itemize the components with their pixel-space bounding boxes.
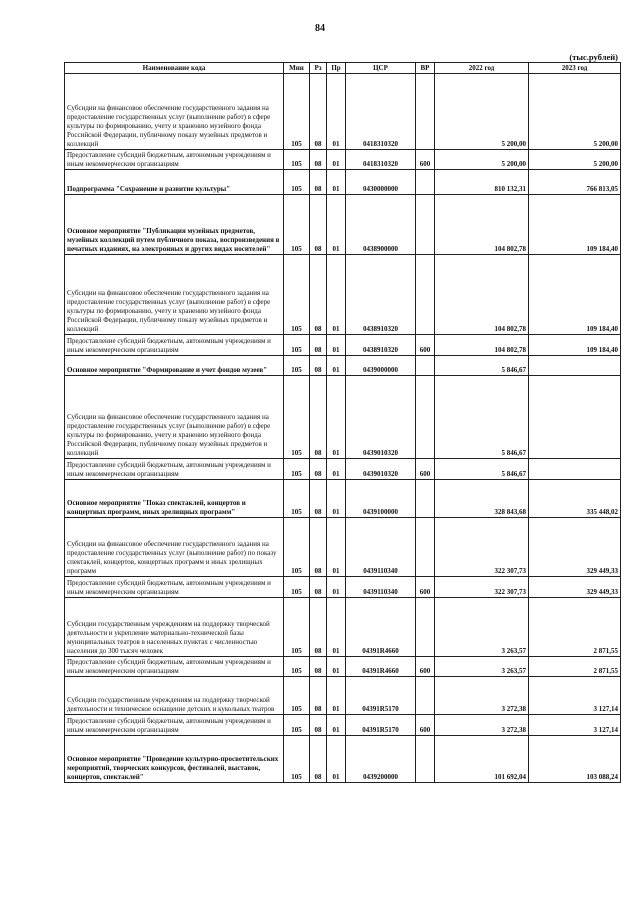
cell-vr: 600 xyxy=(416,335,435,356)
cell-2022: 101 692,04 xyxy=(435,736,529,783)
table-row xyxy=(65,335,621,356)
table-row xyxy=(65,715,621,736)
cell-min: 105 xyxy=(284,150,310,170)
table-row xyxy=(65,657,621,677)
cell-csr: 0439100000 xyxy=(346,480,416,518)
cell-rz: 08 xyxy=(310,356,327,376)
cell-csr: 0439200000 xyxy=(346,736,416,783)
cell-pr: 01 xyxy=(327,150,346,170)
table-row xyxy=(65,459,621,480)
table-row xyxy=(65,518,621,577)
cell-2023: 5 200,00 xyxy=(529,150,621,170)
cell-rz: 08 xyxy=(310,598,327,657)
units-label: (тыс.рублей) xyxy=(569,52,618,62)
cell-2023: 5 200,00 xyxy=(529,74,621,150)
cell-min: 105 xyxy=(284,459,310,480)
cell-min: 105 xyxy=(284,74,310,150)
cell-min: 105 xyxy=(284,170,310,195)
cell-pr: 01 xyxy=(327,657,346,677)
cell-vr: 600 xyxy=(416,150,435,170)
cell-min: 105 xyxy=(284,657,310,677)
cell-vr xyxy=(416,195,435,255)
cell-vr: 600 xyxy=(416,577,435,598)
cell-pr: 01 xyxy=(327,255,346,335)
cell-2023 xyxy=(529,459,621,480)
cell-csr: 0418310320 xyxy=(346,74,416,150)
table-row xyxy=(65,150,621,170)
cell-2022: 322 307,73 xyxy=(435,577,529,598)
cell-vr xyxy=(416,480,435,518)
cell-name: Подпрограмма "Сохранение и развитие культуры" xyxy=(65,170,284,195)
cell-csr: 04391R5170 xyxy=(346,715,416,736)
table-row xyxy=(65,736,621,783)
cell-min: 105 xyxy=(284,677,310,715)
cell-min: 105 xyxy=(284,356,310,376)
cell-min: 105 xyxy=(284,376,310,459)
cell-rz: 08 xyxy=(310,195,327,255)
cell-pr: 01 xyxy=(327,736,346,783)
cell-2023: 3 127,14 xyxy=(529,677,621,715)
cell-csr: 04391R4660 xyxy=(346,598,416,657)
cell-name: Субсидии на финансовое обеспечение государственного задания на предоставление государственных услуг (выполнение работ) в сфере культуры по формированию, учету и хранению музейного фонда Российской Федерации, публичному показу музейных предметов и коллекций xyxy=(65,376,284,459)
cell-2022: 3 272,38 xyxy=(435,715,529,736)
cell-pr: 01 xyxy=(327,74,346,150)
cell-rz: 08 xyxy=(310,715,327,736)
cell-csr: 04391R4660 xyxy=(346,657,416,677)
cell-csr: 0438900000 xyxy=(346,195,416,255)
cell-csr: 04391R5170 xyxy=(346,677,416,715)
cell-name: Основное мероприятие "Публикация музейных предметов, музейных коллекций путем публичного показа, воспроизведения в печатных изданиях, на электронных и других видах носителей" xyxy=(65,195,284,255)
cell-csr: 0439000000 xyxy=(346,356,416,376)
cell-rz: 08 xyxy=(310,518,327,577)
cell-csr: 0439110340 xyxy=(346,577,416,598)
cell-pr: 01 xyxy=(327,677,346,715)
cell-vr xyxy=(416,74,435,150)
cell-rz: 08 xyxy=(310,677,327,715)
cell-2023: 109 184,40 xyxy=(529,195,621,255)
cell-rz: 08 xyxy=(310,577,327,598)
cell-name: Субсидии государственным учреждениям на поддержку творческой деятельности и укрепление материально-технической базы муниципальных театров в населенных пунктах с численностью населения до 300 тысяч человек xyxy=(65,598,284,657)
cell-vr xyxy=(416,356,435,376)
cell-2023: 766 813,05 xyxy=(529,170,621,195)
header-2023: 2023 год xyxy=(529,63,621,74)
table-body xyxy=(65,74,621,783)
cell-name: Основное мероприятие "Формирование и учет фондов музеев" xyxy=(65,356,284,376)
cell-2022: 3 272,38 xyxy=(435,677,529,715)
cell-2022: 810 132,31 xyxy=(435,170,529,195)
cell-2022: 5 846,67 xyxy=(435,459,529,480)
cell-vr: 600 xyxy=(416,657,435,677)
cell-2022: 5 846,67 xyxy=(435,376,529,459)
cell-rz: 08 xyxy=(310,459,327,480)
budget-table xyxy=(64,62,621,783)
table-row xyxy=(65,677,621,715)
cell-rz: 08 xyxy=(310,736,327,783)
cell-2022: 104 802,78 xyxy=(435,335,529,356)
table-row xyxy=(65,376,621,459)
cell-min: 105 xyxy=(284,255,310,335)
cell-min: 105 xyxy=(284,715,310,736)
table-row xyxy=(65,170,621,195)
cell-name: Предоставление субсидий бюджетным, автономным учреждениям и иным некоммерческим организациям xyxy=(65,657,284,677)
cell-2023: 329 449,33 xyxy=(529,577,621,598)
cell-vr xyxy=(416,736,435,783)
cell-pr: 01 xyxy=(327,356,346,376)
header-csr: ЦСР xyxy=(346,63,416,74)
cell-vr: 600 xyxy=(416,459,435,480)
cell-rz: 08 xyxy=(310,657,327,677)
cell-csr: 0439010320 xyxy=(346,376,416,459)
cell-vr xyxy=(416,170,435,195)
cell-pr: 01 xyxy=(327,480,346,518)
cell-name: Субсидии на финансовое обеспечение государственного задания на предоставление государственных услуг (выполнение работ) по показу спектаклей, концертов, концертных программ и иных зрелищных программ xyxy=(65,518,284,577)
cell-2022: 5 200,00 xyxy=(435,74,529,150)
cell-vr xyxy=(416,677,435,715)
header-2022: 2022 год xyxy=(435,63,529,74)
cell-2023: 329 449,33 xyxy=(529,518,621,577)
cell-pr: 01 xyxy=(327,170,346,195)
cell-vr xyxy=(416,518,435,577)
header-pr: Пр xyxy=(327,63,346,74)
cell-2022: 3 263,57 xyxy=(435,657,529,677)
header-vr: ВР xyxy=(416,63,435,74)
cell-name: Субсидии государственным учреждениям на поддержку творческой деятельности и техническое оснащение детских и кукольных театров xyxy=(65,677,284,715)
cell-name: Субсидии на финансовое обеспечение государственного задания на предоставление государственных услуг (выполнение работ) в сфере культуры по формированию, учету и хранению музейного фонда Российской Федерации, публичному показу музейных предметов и коллекций xyxy=(65,255,284,335)
cell-2023: 3 127,14 xyxy=(529,715,621,736)
cell-csr: 0418310320 xyxy=(346,150,416,170)
cell-2023: 109 184,40 xyxy=(529,255,621,335)
cell-min: 105 xyxy=(284,598,310,657)
table-row xyxy=(65,356,621,376)
cell-2022: 104 802,78 xyxy=(435,195,529,255)
cell-min: 105 xyxy=(284,518,310,577)
cell-rz: 08 xyxy=(310,255,327,335)
cell-2023 xyxy=(529,356,621,376)
cell-csr: 0438910320 xyxy=(346,255,416,335)
cell-min: 105 xyxy=(284,577,310,598)
cell-min: 105 xyxy=(284,195,310,255)
cell-name: Предоставление субсидий бюджетным, автономным учреждениям и иным некоммерческим организациям xyxy=(65,150,284,170)
cell-2023: 2 871,55 xyxy=(529,657,621,677)
cell-vr: 600 xyxy=(416,715,435,736)
table-row xyxy=(65,480,621,518)
cell-name: Субсидии на финансовое обеспечение государственного задания на предоставление государственных услуг (выполнение работ) в сфере культуры по формированию, учету и хранению музейного фонда Российской Федерации, публичному показу музейных предметов и коллекций xyxy=(65,74,284,150)
cell-name: Основное мероприятие "Показ спектаклей, концертов и концертных программ, иных зрелищных программ" xyxy=(65,480,284,518)
cell-min: 105 xyxy=(284,480,310,518)
cell-2022: 5 200,00 xyxy=(435,150,529,170)
cell-2022: 104 802,78 xyxy=(435,255,529,335)
page-number: 84 xyxy=(315,23,325,34)
cell-vr xyxy=(416,255,435,335)
table-row xyxy=(65,598,621,657)
cell-2023: 335 448,02 xyxy=(529,480,621,518)
header-min: Мин xyxy=(284,63,310,74)
cell-vr xyxy=(416,376,435,459)
cell-rz: 08 xyxy=(310,376,327,459)
cell-pr: 01 xyxy=(327,715,346,736)
cell-csr: 0439110340 xyxy=(346,518,416,577)
cell-2023: 103 088,24 xyxy=(529,736,621,783)
cell-2023: 109 184,40 xyxy=(529,335,621,356)
cell-rz: 08 xyxy=(310,335,327,356)
cell-rz: 08 xyxy=(310,150,327,170)
cell-pr: 01 xyxy=(327,195,346,255)
cell-rz: 08 xyxy=(310,170,327,195)
cell-pr: 01 xyxy=(327,335,346,356)
cell-rz: 08 xyxy=(310,74,327,150)
cell-name: Предоставление субсидий бюджетным, автономным учреждениям и иным некоммерческим организациям xyxy=(65,335,284,356)
header-rz: Рз xyxy=(310,63,327,74)
cell-2022: 5 846,67 xyxy=(435,356,529,376)
table-row xyxy=(65,255,621,335)
cell-2022: 328 843,68 xyxy=(435,480,529,518)
cell-pr: 01 xyxy=(327,598,346,657)
table-row xyxy=(65,577,621,598)
cell-name: Основное мероприятие "Проведение культурно-просветительских мероприятий, творческих конкурсов, фестивалей, выставок, концертов, спектаклей" xyxy=(65,736,284,783)
cell-rz: 08 xyxy=(310,480,327,518)
cell-pr: 01 xyxy=(327,577,346,598)
cell-name: Предоставление субсидий бюджетным, автономным учреждениям и иным некоммерческим организациям xyxy=(65,715,284,736)
table-row xyxy=(65,74,621,150)
cell-min: 105 xyxy=(284,736,310,783)
header-name: Наименование кода xyxy=(65,63,284,74)
cell-2022: 322 307,73 xyxy=(435,518,529,577)
cell-pr: 01 xyxy=(327,459,346,480)
cell-pr: 01 xyxy=(327,518,346,577)
cell-name: Предоставление субсидий бюджетным, автономным учреждениям и иным некоммерческим организациям xyxy=(65,459,284,480)
table-row xyxy=(65,195,621,255)
cell-vr xyxy=(416,598,435,657)
cell-2023: 2 871,55 xyxy=(529,598,621,657)
cell-csr: 0430000000 xyxy=(346,170,416,195)
cell-2022: 3 263,57 xyxy=(435,598,529,657)
table-header-row xyxy=(65,63,621,74)
cell-name: Предоставление субсидий бюджетным, автономным учреждениям и иным некоммерческим организациям xyxy=(65,577,284,598)
cell-pr: 01 xyxy=(327,376,346,459)
cell-csr: 0438910320 xyxy=(346,335,416,356)
cell-2023 xyxy=(529,376,621,459)
cell-min: 105 xyxy=(284,335,310,356)
cell-csr: 0439010320 xyxy=(346,459,416,480)
